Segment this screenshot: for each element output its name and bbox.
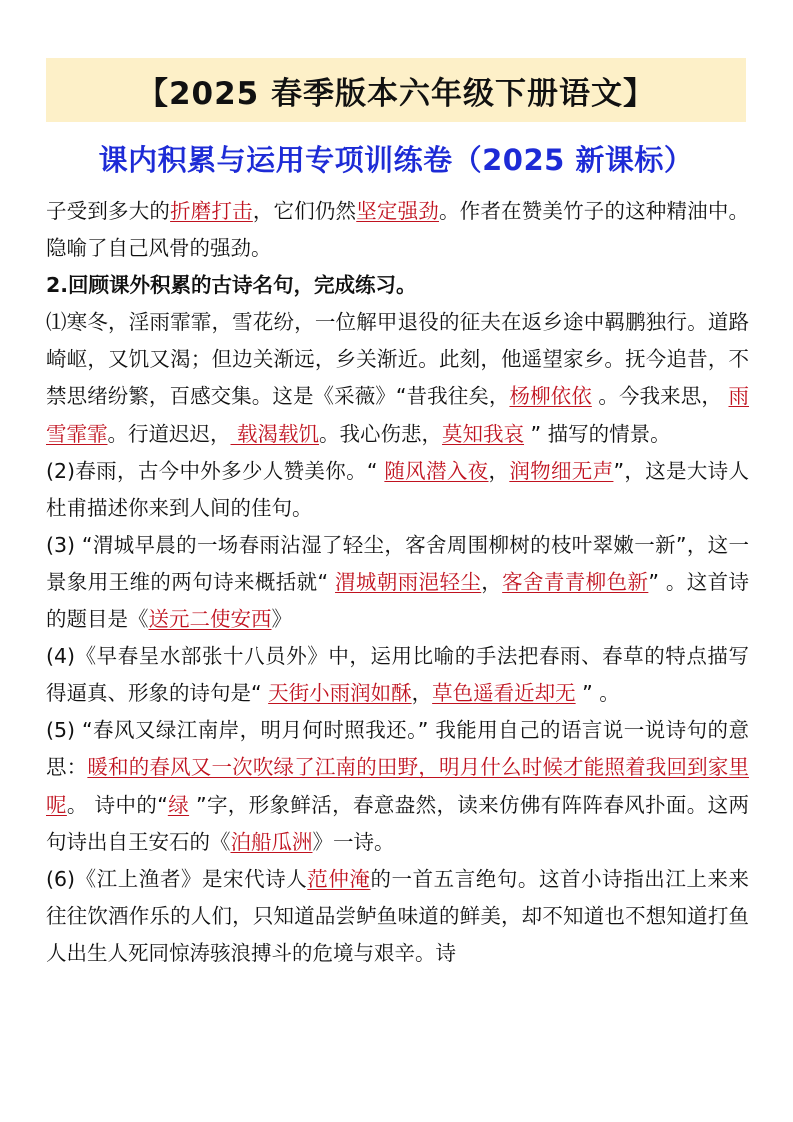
answer-text: 坚定强劲	[356, 199, 439, 223]
body-text: 的一首五言绝句。这首小诗指出江上来来往往饮酒作乐的人们，只知道品尝鲈鱼味道的鲜美，却不知道也不想知道打鱼人出生人死同惊涛骇浪搏斗的危境与艰辛。诗	[46, 866, 750, 965]
body-text: ” 。这首诗的题目是《	[46, 569, 750, 632]
answer-text: 渭城朝雨浥轻尘	[335, 569, 482, 594]
body-text: (2)春雨，古今中外多少人赞美你。“	[46, 458, 385, 483]
body-text: ”字，形象鲜活，春意盎然，读来仿佛有阵阵春风扑面。这两句诗出自王安石的《	[46, 792, 750, 854]
paragraph	[46, 267, 749, 304]
paragraph	[46, 712, 749, 860]
section-heading: 2.回顾课外积累的古诗名句，完成练习。	[46, 273, 417, 298]
document-body	[46, 193, 749, 972]
answer-text: 暖和的春风又一次吹绿了江南的田野，明月什么时候才能照着我回到家里呢	[46, 755, 750, 817]
body-text: ，它们仍然	[252, 199, 357, 223]
title-banner	[46, 58, 746, 122]
body-text: 。作者在赞美竹子的这种精油中。隐喻了自己风骨的强劲。	[46, 199, 750, 261]
body-text: (4)《早春呈水部张十八员外》中，运用比喻的手法把春雨、春草的特点描写得逼真、形象的诗句是“	[46, 644, 749, 706]
answer-text: 泊船瓜洲	[230, 829, 313, 854]
answer-text: 载渴载饥	[230, 421, 320, 446]
answer-text: 送元二使安西	[148, 607, 272, 632]
body-text: ⑴寒冬，淫雨霏霏，雪花纷，一位解甲退役的征夫在返乡途中羁鹏独行。道路崎岖，又饥又渴；但边关渐远，乡关渐近。此刻，他遥望家乡。抚今追昔，不禁思绪纷繁，百感交集。这是《采薇》“昔我往矣，	[46, 310, 749, 409]
body-text: (5) “春风又绿江南岸，明月何时照我还。” 我能用自己的语言说一说诗句的意思：	[46, 718, 749, 780]
answer-text: 随风潜入夜	[384, 458, 489, 483]
body-text: ” 。	[575, 681, 620, 706]
body-text: 》一诗。	[312, 829, 395, 854]
body-text: 。行道迟迟，	[107, 421, 231, 446]
answer-text: 杨柳依依	[509, 384, 592, 409]
answer-text: 绿	[167, 792, 190, 817]
paragraph	[46, 638, 749, 712]
answer-text: 折磨打击	[170, 199, 253, 223]
answer-text: 天街小雨润如酥	[268, 681, 412, 706]
answer-text: 雨雪霏霏	[46, 384, 749, 446]
body-text: ，	[481, 569, 503, 594]
answer-text: 草色遥看近却无	[432, 681, 576, 706]
body-text: ，	[411, 681, 433, 706]
paragraph	[46, 861, 749, 972]
paragraph	[46, 453, 749, 527]
body-text: ，	[488, 458, 510, 483]
body-text: 。 诗中的“	[66, 792, 168, 817]
answer-text: 润物细无声	[509, 458, 614, 483]
body-text: 》	[271, 607, 292, 632]
body-text: 。我心伤悲，	[319, 421, 443, 446]
body-text: ” 描写的情景。	[524, 421, 671, 446]
answer-text: 客舍青青柳色新	[502, 569, 649, 594]
body-text: (6)《江上渔者》是宋代诗人	[46, 866, 308, 891]
body-text: ”，这是大诗人杜甫描述你来到人间的佳句。	[46, 458, 750, 520]
page-subtitle: 课内积累与运用专项训练卷（2025 新课标）	[98, 143, 694, 177]
paragraph	[46, 527, 749, 638]
banner-title: 【2025 春季版本六年级下册语文】	[136, 75, 656, 112]
answer-text: 莫知我哀	[442, 421, 525, 446]
body-text: 子受到多大的	[46, 199, 171, 223]
paragraph	[46, 193, 749, 267]
answer-text: 范仲淹	[307, 866, 371, 891]
body-text: 。今我来思，	[591, 384, 729, 409]
paragraph	[46, 304, 749, 452]
body-text: (3) “渭城早晨的一场春雨沾湿了轻尘，客舍周围柳树的枝叶翠嫩一新”，这一景象用王维的两句诗来概括就“	[46, 532, 749, 594]
